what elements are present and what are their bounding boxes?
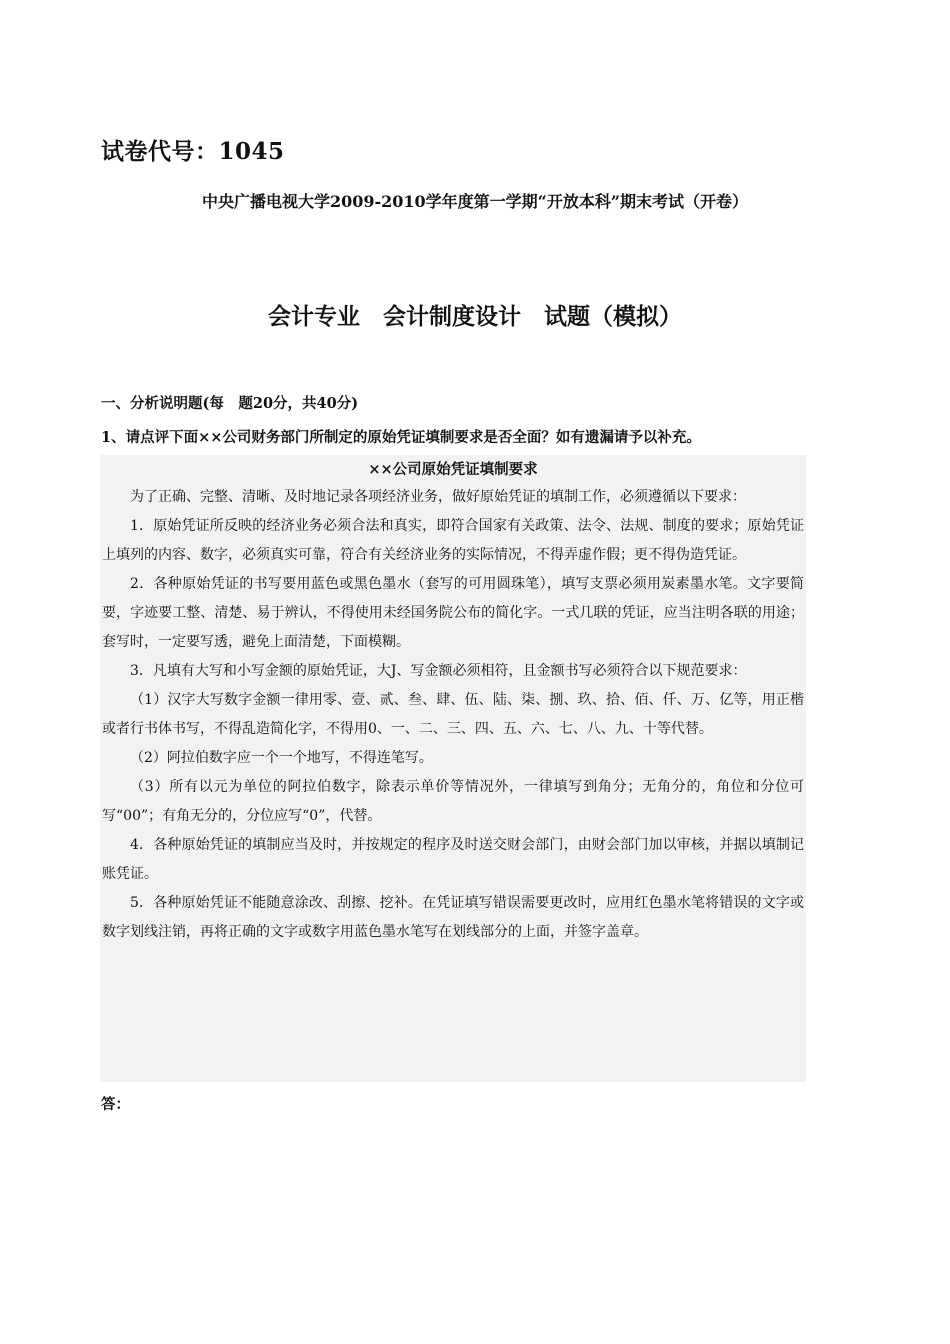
material-item-4: 4．各种原始凭证的填制应当及时，并按规定的程序及时送交财会部门，由财会部门加以审核，并据以填制记账凭证。 [102, 837, 804, 882]
material-title: ××公司原始凭证填制要求 [368, 461, 538, 478]
section-heading: 一、分析说明题(每 题20分，共40分) [101, 395, 359, 412]
material-item-3-1: （1）汉字大写数字金额一律用零、壹、贰、叁、肆、伍、陆、柒、捌、玖、拾、佰、仟、万、亿等，用正楷或者行书体书写，不得乱造简化字，不得用0、一、二、三、四、五、六、七、八、九、十等代替。 [102, 692, 804, 737]
material-item-3-3: （3）所有以元为单位的阿拉伯数字，除表示单价等情况外，一律填写到角分；无角分的，角位和分位可写“00”；有角无分的，分位应写“0”，代替。 [102, 779, 804, 824]
exam-title: 会计专业 会计制度设计 试题（模拟） [268, 303, 682, 330]
material-item-3-2: （2）阿拉伯数字应一个一个地写，不得连笔写。 [130, 750, 433, 766]
exam-header: 中央广播电视大学2009-2010学年度第一学期“开放本科”期末考试（开卷） [201, 192, 749, 211]
material-item-3: 3．凡填有大写和小写金额的原始凭证，大J、写金额必须相符，且金额书写必须符合以下规范要求： [130, 663, 747, 679]
question-1-prompt: 1、请点评下面××公司财务部门所制定的原始凭证填制要求是否全面？如有遗漏请予以补充。 [101, 429, 701, 446]
material-item-1: 1．原始凭证所反映的经济业务必须合法和真实，即符合国家有关政策、法令、法规、制度的要求；原始凭证上填列的内容、数字，必须真实可靠，符合有关经济业务的实际情况，不得弄虚作假；更不得伪造凭证。 [102, 518, 804, 563]
paper-code: 试卷代号：1045 [101, 138, 285, 165]
material-item-2: 2．各种原始凭证的书写要用蓝色或黑色墨水（套写的可用圆珠笔），填写支票必须用炭素墨水笔。文字要简要，字迹要工整、清楚、易于辨认，不得使用未经国务院公布的简化字。一式几联的凭证，应当注明各联的用途；套写时，一定要写透，避免上面清楚，下面模糊。 [102, 576, 804, 650]
material-box [100, 455, 806, 1082]
material-item-5: 5．各种原始凭证不能随意涂改、刮擦、挖补。在凭证填写错误需要更改时，应用红色墨水笔将错误的文字或数字划线注销，再将正确的文字或数字用蓝色墨水笔写在划线部分的上面，并签字盖章。 [102, 895, 804, 940]
material-intro: 为了正确、完整、清晰、及时地记录各项经济业务，做好原始凭证的填制工作，必须遵循以下要求： [130, 489, 746, 505]
answer-label: 答： [101, 1096, 130, 1113]
